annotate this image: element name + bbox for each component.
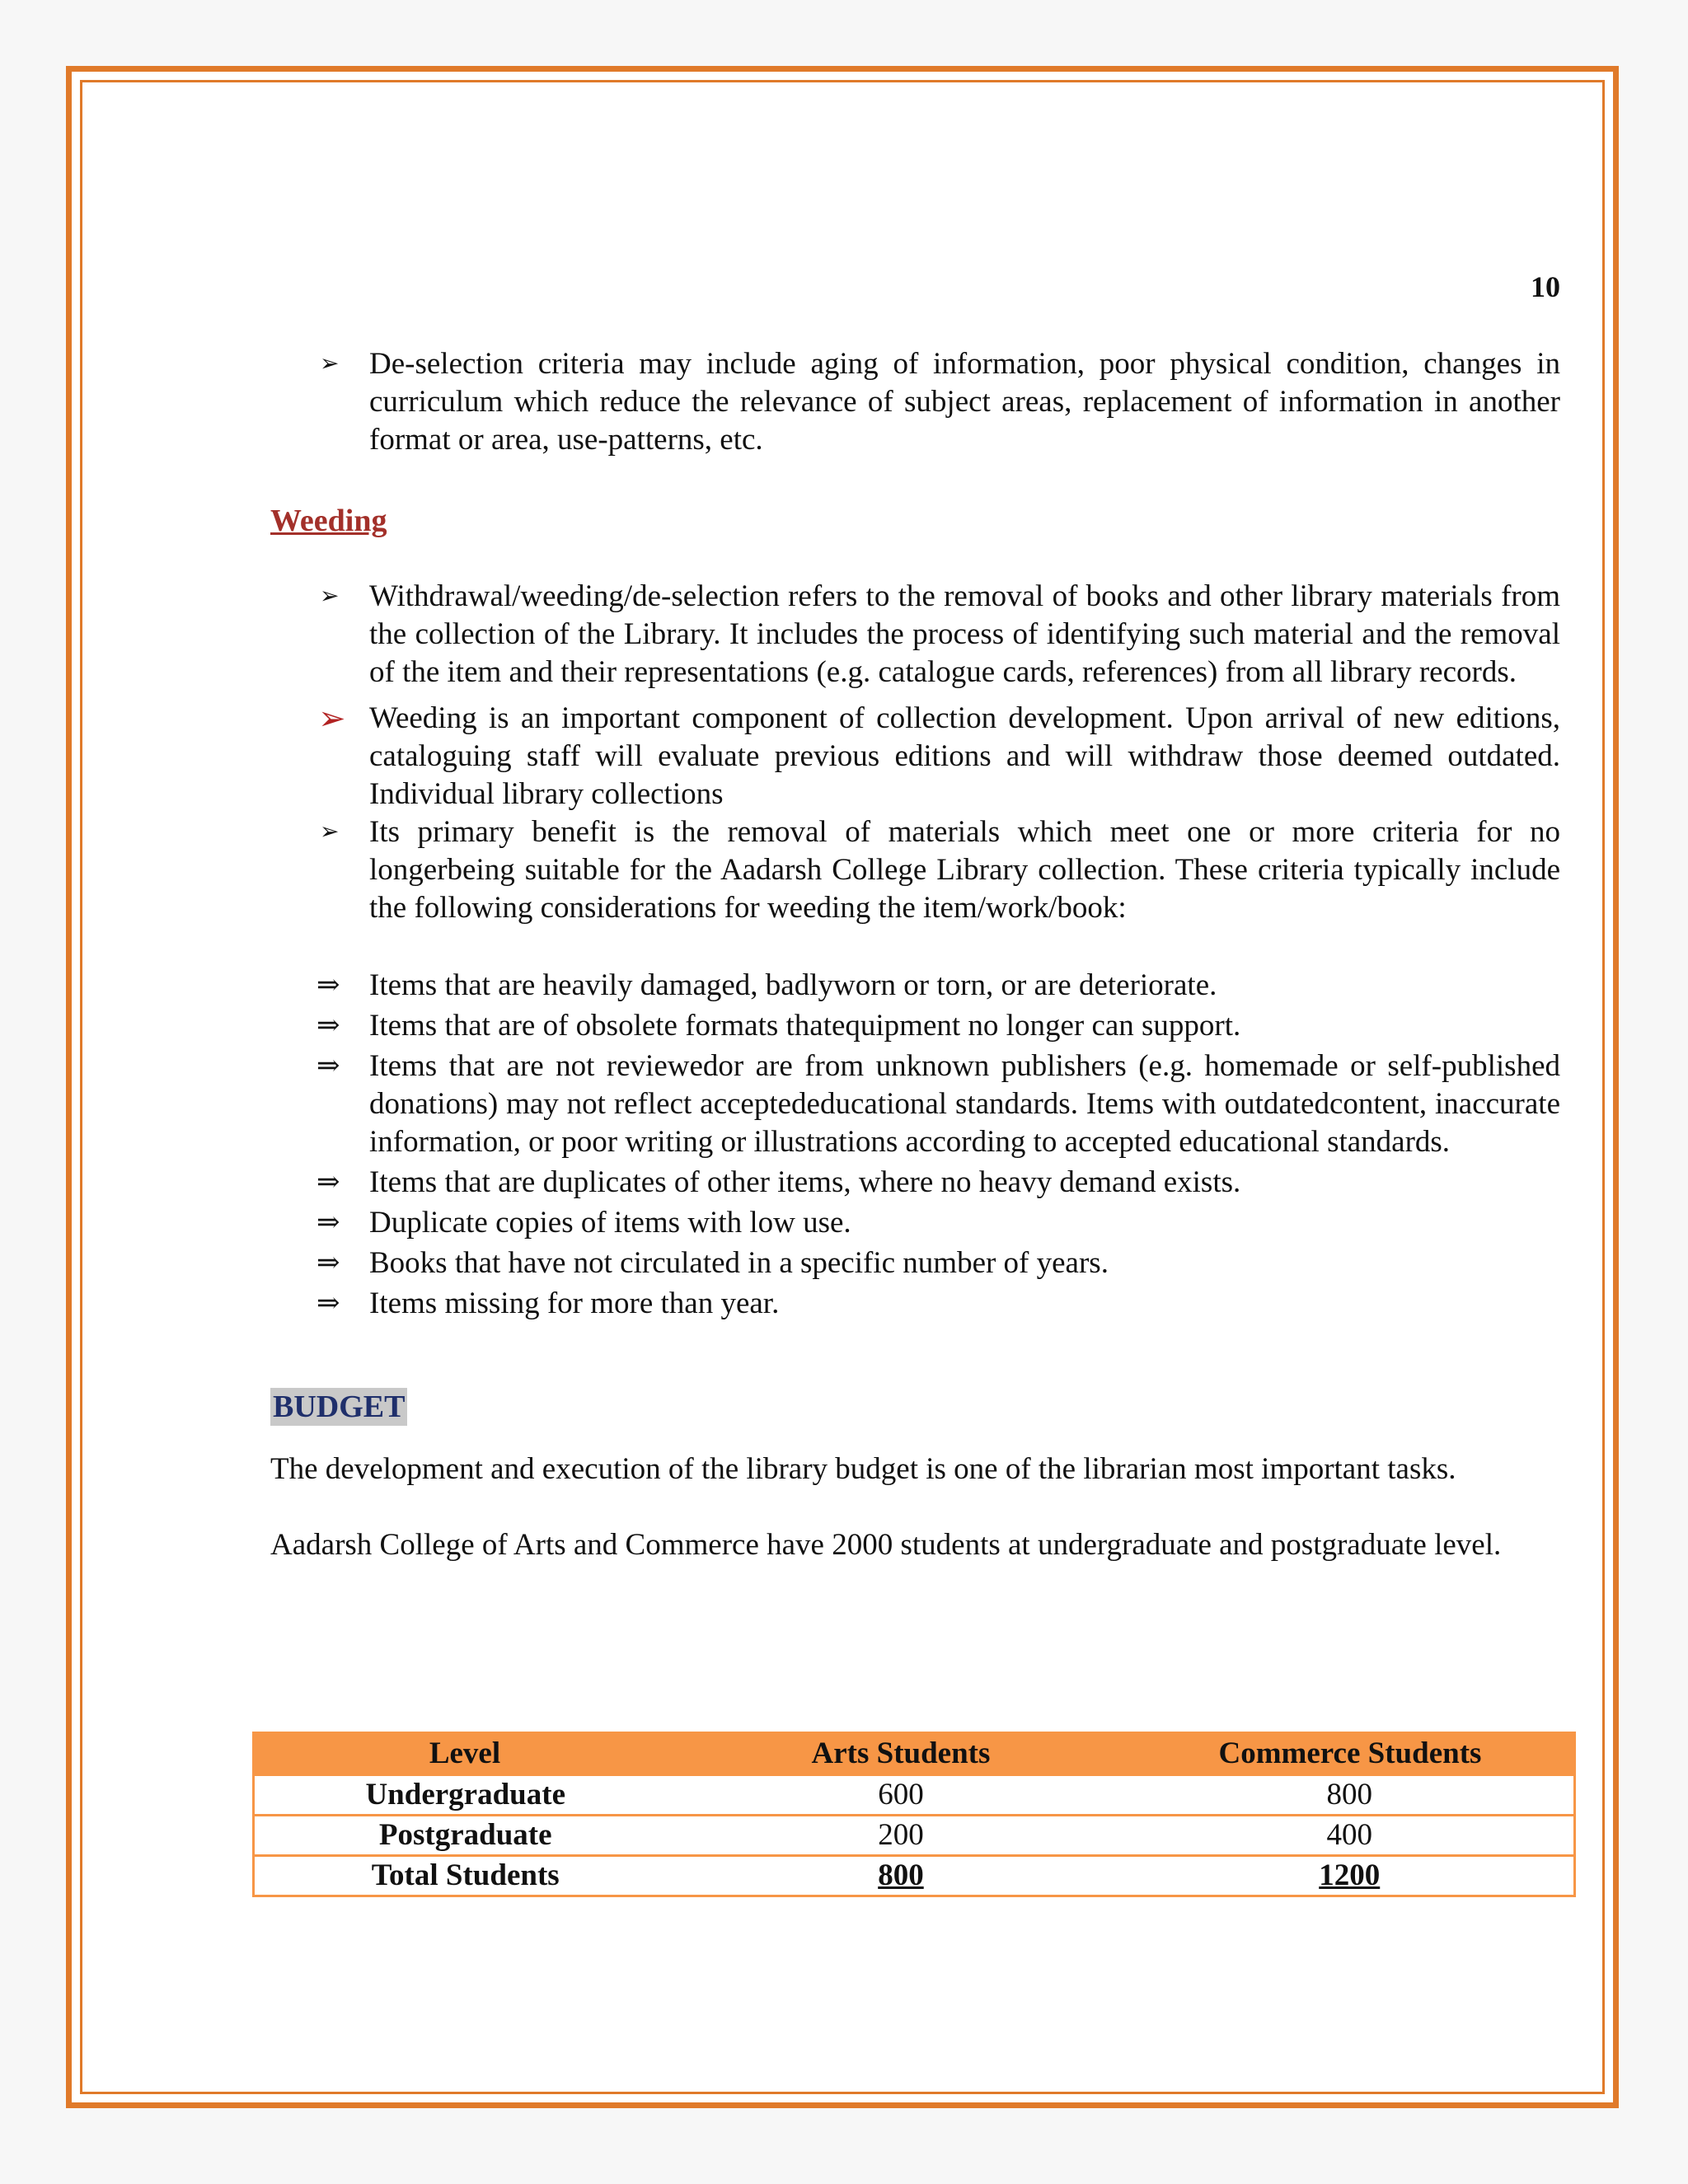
implies-arrow-icon: ⇒ [316,1051,340,1081]
student-budget-table [252,1732,1576,1897]
weeding-bullet [270,813,1560,927]
table-total-row [254,1856,1575,1896]
criteria-item [270,1047,1560,1161]
budget-paragraph: The development and execution of the library budget is one of the librarian most important tasks. [270,1452,1456,1486]
table-header-arts: Arts Students [676,1733,1125,1775]
red-arrowhead-bullet-icon: ➢ [318,700,346,737]
total-commerce-value: 1200 [1319,1858,1381,1892]
implies-arrow-icon: ⇒ [316,1010,340,1041]
implies-arrow-icon: ⇒ [316,970,340,1001]
weeding-bullet-text: Withdrawal/weeding/de-selection refers to the removal of books and other library materials from the collection of the Library. It includes the process of identifying such material and the removal of the item and their representations (e.g. catalogue cards, references) from all library records. [369,579,1560,689]
arrowhead-bullet-icon: ➢ [320,819,340,845]
criteria-text: Items that are not reviewedor are from unknown publishers (e.g. homemade or self-published donations) may not reflect acceptededucational standards. Items with outdatedcontent, inaccurate information, or poor writing or illustrations according to accepted educational standards. [369,1049,1560,1159]
criteria-text: Items that are heavily damaged, badlyworn or torn, or are deteriorate. [369,968,1217,1002]
weeding-heading: Weeding [270,504,387,538]
table-cell-total-commerce [1125,1856,1574,1896]
table-cell-total-label: Total Students [254,1856,677,1896]
table-cell-level: Postgraduate [254,1816,677,1856]
table-cell-arts: 200 [676,1816,1125,1856]
table-cell-commerce: 400 [1125,1816,1574,1856]
criteria-text: Items missing for more than year. [369,1286,780,1320]
weeding-bullet-text: Weeding is an important component of collection development. Upon arrival of new editions, cataloguing staff will evaluate previous editions and will withdraw those deemed outdated. Individual library collections [369,701,1560,811]
weeding-bullet [270,578,1560,691]
implies-arrow-icon: ⇒ [316,1167,340,1197]
spacer [270,927,1560,967]
criteria-item [270,1204,1560,1242]
criteria-text: Items that are of obsolete formats thatequipment no longer can support. [369,1009,1241,1043]
table-header-level: Level [254,1733,677,1775]
weeding-bullet-text: Its primary benefit is the removal of materials which meet one or more criteria for no longerbeing suitable for the Aadarsh College Library collection. These criteria typically include the following considerations for weeding the item/work/book: [369,815,1560,925]
budget-paragraph: Aadarsh College of Arts and Commerce have 2000 students at undergraduate and postgraduate level. [270,1528,1502,1562]
table-header-row [254,1733,1575,1775]
criteria-item [270,1285,1560,1323]
weeding-bullet [270,700,1560,813]
implies-arrow-icon: ⇒ [316,1207,340,1238]
implies-arrow-icon: ⇒ [316,1248,340,1278]
criteria-item [270,1007,1560,1045]
total-arts-value: 800 [878,1858,924,1892]
spacer [270,1488,1560,1526]
criteria-item [270,967,1560,1005]
page-number: 10 [1531,270,1560,303]
criteria-item [270,1164,1560,1202]
arrowhead-bullet-icon: ➢ [320,583,340,609]
table-cell-level: Undergraduate [254,1775,677,1816]
intro-bullet [270,345,1560,459]
table-cell-commerce: 800 [1125,1775,1574,1816]
table-header-commerce: Commerce Students [1125,1733,1574,1775]
document-page [66,66,1619,2108]
table-cell-total-arts [676,1856,1125,1896]
arrowhead-bullet-icon: ➢ [320,351,340,377]
table-cell-arts: 600 [676,1775,1125,1816]
criteria-text: Books that have not circulated in a specific number of years. [369,1246,1109,1280]
intro-bullet-text: De-selection criteria may include aging of information, poor physical condition, changes in curriculum which reduce the relevance of subject areas, replacement of information in another format or area, use-patterns, etc. [369,347,1560,457]
implies-arrow-icon: ⇒ [316,1288,340,1319]
page-content [270,345,1560,1564]
budget-heading: BUDGET [270,1388,407,1426]
criteria-text: Duplicate copies of items with low use. [369,1206,851,1240]
criteria-text: Items that are duplicates of other items, where no heavy demand exists. [369,1165,1241,1199]
criteria-item [270,1244,1560,1282]
table-row [254,1816,1575,1856]
table-row [254,1775,1575,1816]
